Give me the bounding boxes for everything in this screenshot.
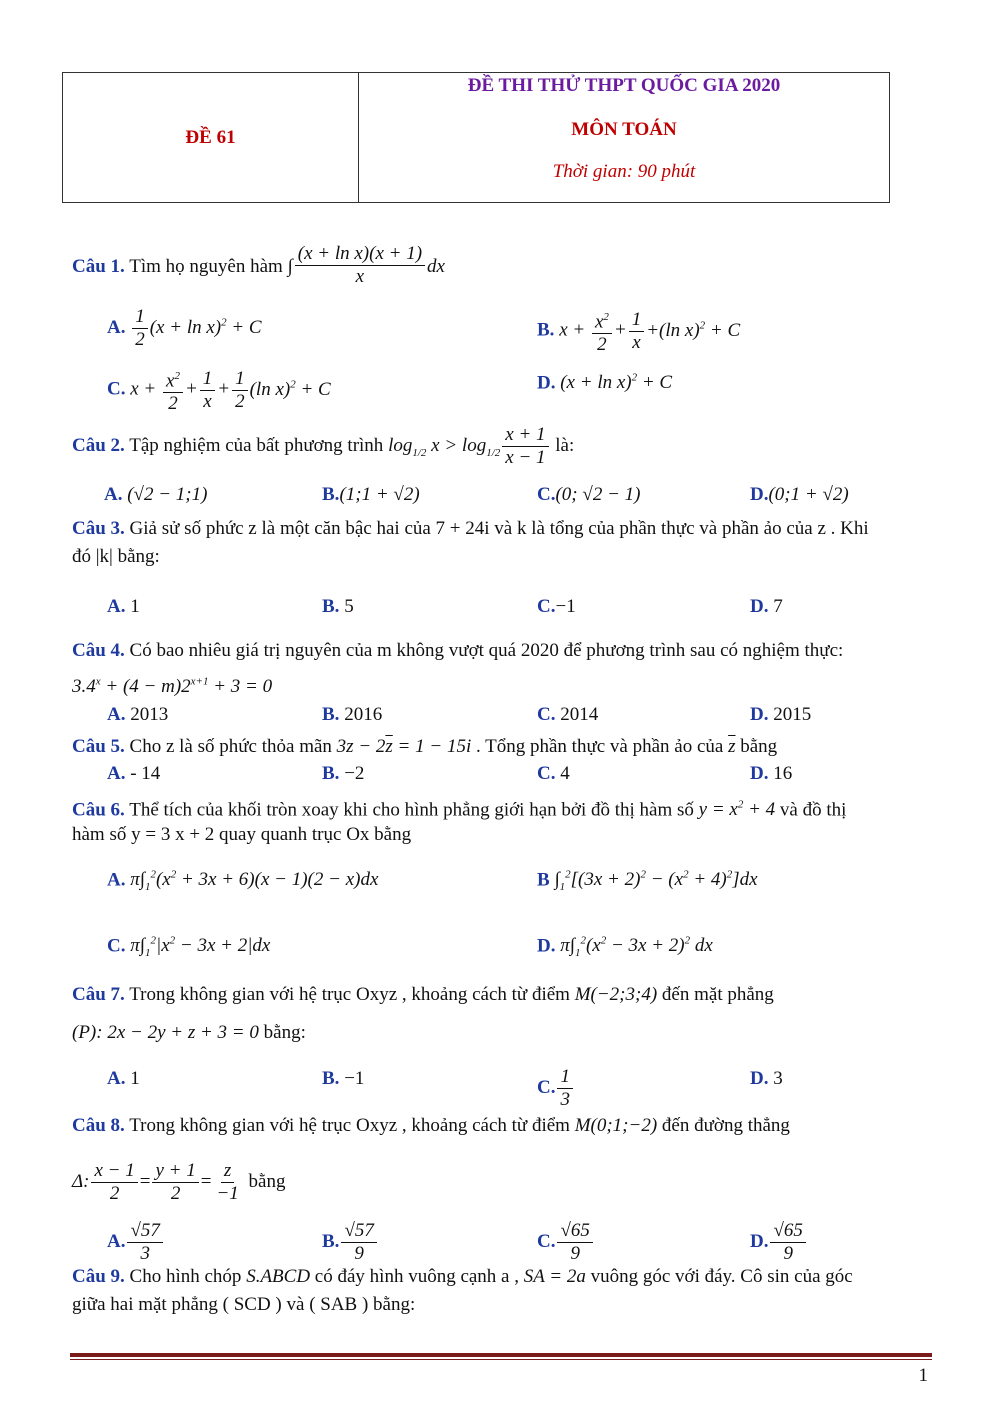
q5-option-c[interactable]: C. 4 [537,763,570,784]
q7-option-a[interactable]: A. 1 [107,1068,140,1089]
q3-option-d[interactable]: D. 7 [750,596,783,617]
q1-option-c[interactable]: C. x + $\frac{x^2}{2}$ + $\frac{1}{x}$ + $\frac{1}{2}$ (ln x)$^2$ + C [107,365,331,415]
q6-option-b[interactable]: B $\int_1^2[(3x + 2)^2 - (x^2 + 4)^2]dx$ [537,869,758,894]
exam-header [62,72,890,203]
q7-option-b[interactable]: B. −1 [322,1068,365,1089]
q4-option-b[interactable]: B. 2016 [322,704,383,725]
question-6-line-1: Câu 6. Thể tích của khối tròn xoay khi cho hình phẳng giới hạn bởi đồ thị hàm số $y = x^2 + 4$ và đồ thị [72,799,847,821]
q5-option-d[interactable]: D. 16 [750,763,793,784]
exam-subject: MÔN TOÁN [571,119,677,140]
q2-option-b[interactable]: B.(1;1 + √2) [322,484,420,505]
q4-option-d[interactable]: D. 2015 [750,704,812,725]
question-5: Câu 5. Cho z là số phức thỏa mãn $3z - 2\overline{z} = 1 - 15i$ . Tổng phần thực và phần ảo của $\overline{z}$ bằng [72,736,778,757]
question-9-line-1: Câu 9. Cho hình chóp S.ABCD có đáy hình vuông cạnh a , SA = 2a vuông góc với đáy. Cô sin của góc [72,1266,853,1287]
exam-title-cell [359,73,889,202]
question-8-line-2: Δ: $\frac{x - 1}{2}$ = $\frac{y + 1}{2}$ = $\frac{z}{-1}$ bằng [72,1160,286,1204]
exam-time: Thời gian: 90 phút [552,161,696,182]
q5-option-b[interactable]: B. −2 [322,763,365,784]
question-6-line-2: hàm số y = 3 x + 2 quay quanh trục Ox bằng [72,824,412,845]
exam-title: ĐỀ THI THỬ THPT QUỐC GIA 2020 [467,75,781,96]
q7-option-c[interactable]: C. $\frac{1}{3}$ [537,1066,575,1111]
question-3-line-1: Câu 3. Giả sử số phức z là một căn bậc hai của 7 + 24i và k là tổng của phần thực và phần ảo của z . Khi [72,518,869,539]
q3-option-a[interactable]: A. 1 [107,596,140,617]
footer-rule [70,1353,932,1357]
q4-option-a[interactable]: A. 2013 [107,704,169,725]
question-7-line-1: Câu 7. Trong không gian với hệ trục Oxyz , khoảng cách từ điểm M(−2;3;4) đến mặt phẳng [72,984,774,1005]
page-number: 1 [918,1365,928,1386]
q6-option-a[interactable]: A. $\pi\int_1^2(x^2 + 3x + 6)(x - 1)(2 - x)dx$ [107,869,379,894]
q8-option-c[interactable]: C. $\frac{√65}{9}$ [537,1220,595,1265]
exam-code-cell [63,73,359,202]
footer-rule-thin [70,1359,932,1360]
q1-option-a[interactable]: A. $\frac{1}{2}$ $(x + \ln x)^2 + C$ [107,306,262,350]
q3-option-c[interactable]: C.−1 [537,596,576,617]
q1-option-d[interactable]: D. $(x + \ln x)^2 + C$ [537,372,673,394]
q8-option-a[interactable]: A. $\frac{√57}{3}$ [107,1220,165,1265]
question-1: Câu 1. Tìm họ nguyên hàm ∫ $\frac{\text{(x + ln x)(x + 1)}}{x}$ dx [72,243,445,287]
q8-option-d[interactable]: D. $\frac{√65}{9}$ [750,1220,808,1265]
q1-option-b[interactable]: B. x + $\frac{x^2}{2}$ + $\frac{1}{x}$ +(ln x)$^2$ + C [537,306,740,356]
question-2: Câu 2. Tập nghiệm của bất phương trình $\log_{1/2} x > \log_{1/2}$ $\frac{x + 1}{x - 1}$ là: [72,424,575,468]
q2-option-c[interactable]: C.(0; √2 − 1) [537,484,641,505]
q6-option-d[interactable]: D. $\pi\int_1^2(x^2 - 3x + 2)^2$ dx [537,935,713,960]
question-3-line-2: đó |k| bằng: [72,546,160,567]
q5-option-a[interactable]: A. - 14 [107,763,161,784]
question-4-equation: $3.4^x + (4 - m)2^{x+1} + 3 = 0$ [72,676,273,698]
question-7-line-2: (P): 2x − 2y + z + 3 = 0 bằng: [72,1022,306,1043]
question-8-line-1: Câu 8. Trong không gian với hệ trục Oxyz , khoảng cách từ điểm M(0;1;−2) đến đường thẳng [72,1115,790,1136]
exam-code: ĐỀ 61 [185,126,236,148]
q2-option-d[interactable]: D.(0;1 + √2) [750,484,849,505]
q7-option-d[interactable]: D. 3 [750,1068,783,1089]
q6-option-c[interactable]: C. $\pi\int_1^2|x^2 - 3x + 2|dx$ [107,935,271,960]
q2-option-a[interactable]: A. (√2 − 1;1) [104,484,208,505]
q3-option-b[interactable]: B. 5 [322,596,354,617]
q8-option-b[interactable]: B. $\frac{√57}{9}$ [322,1220,379,1265]
q4-option-c[interactable]: C. 2014 [537,704,599,725]
question-9-line-2: giữa hai mặt phẳng ( SCD ) và ( SAB ) bằng: [72,1294,416,1315]
question-4: Câu 4. Có bao nhiêu giá trị nguyên của m không vượt quá 2020 để phương trình sau có nghiệm thực: [72,640,844,661]
